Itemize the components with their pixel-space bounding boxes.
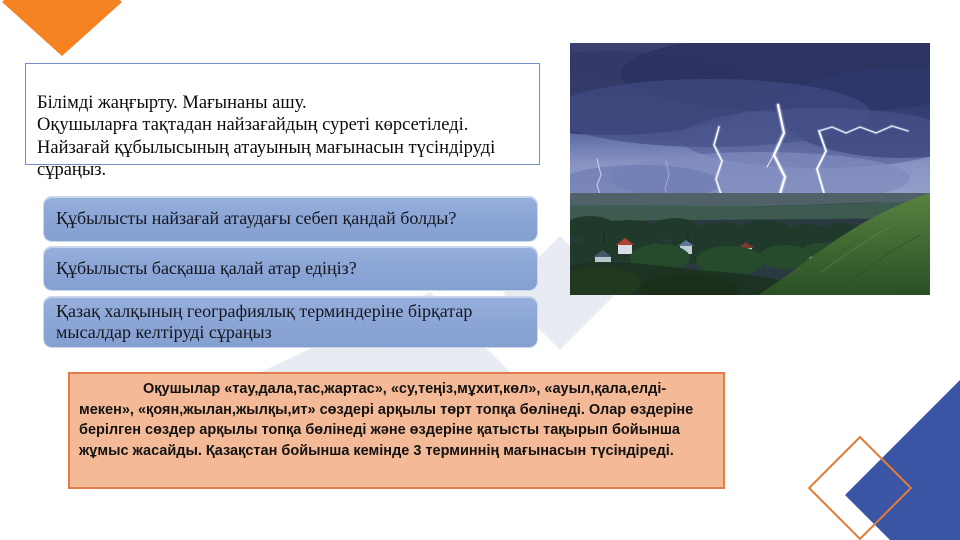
question-box-1 [43, 196, 538, 242]
activity-text: Оқушылар «тау,дала,тас,жартас», «су,теңіз,мұхит,көл», «ауыл,қала,елді-мекен», «қоян,жылан,жылқы,ит» сөздері арқылы төрт топқа бөлінеді. Олар өздеріне берілген сөздер арқылы топқа бөлінеді және өздеріне қатысты тақырып бойынша жұмыс жасайды. Қазақстан бойынша кемінде 3 терминнің мағынасын түсіндіреді. [79, 381, 694, 459]
storm-sky [570, 43, 930, 204]
storm-photo [570, 43, 930, 295]
question-2-label: Құбылысты басқаша қалай атар едіңіз? [56, 257, 357, 278]
intro-text: Білімді жаңғырту. Мағынаны ашу. Оқушыларға тақтадан найзағайдың суреті көрсетіледі. Найзағай құбылысының атауының мағынасын түсіндіруді сұраңыз. [37, 92, 496, 181]
question-box-3 [43, 296, 538, 348]
question-3-label: Қазақ халқының географиялық терминдеріне бірқатар мысалдар келтіруді сұраңыз [56, 300, 473, 342]
activity-box [68, 372, 725, 489]
question-box-2 [43, 246, 538, 291]
intro-text-box [25, 63, 540, 181]
question-1-label: Құбылысты найзағай атаудағы себеп қандай болды? [56, 208, 457, 229]
